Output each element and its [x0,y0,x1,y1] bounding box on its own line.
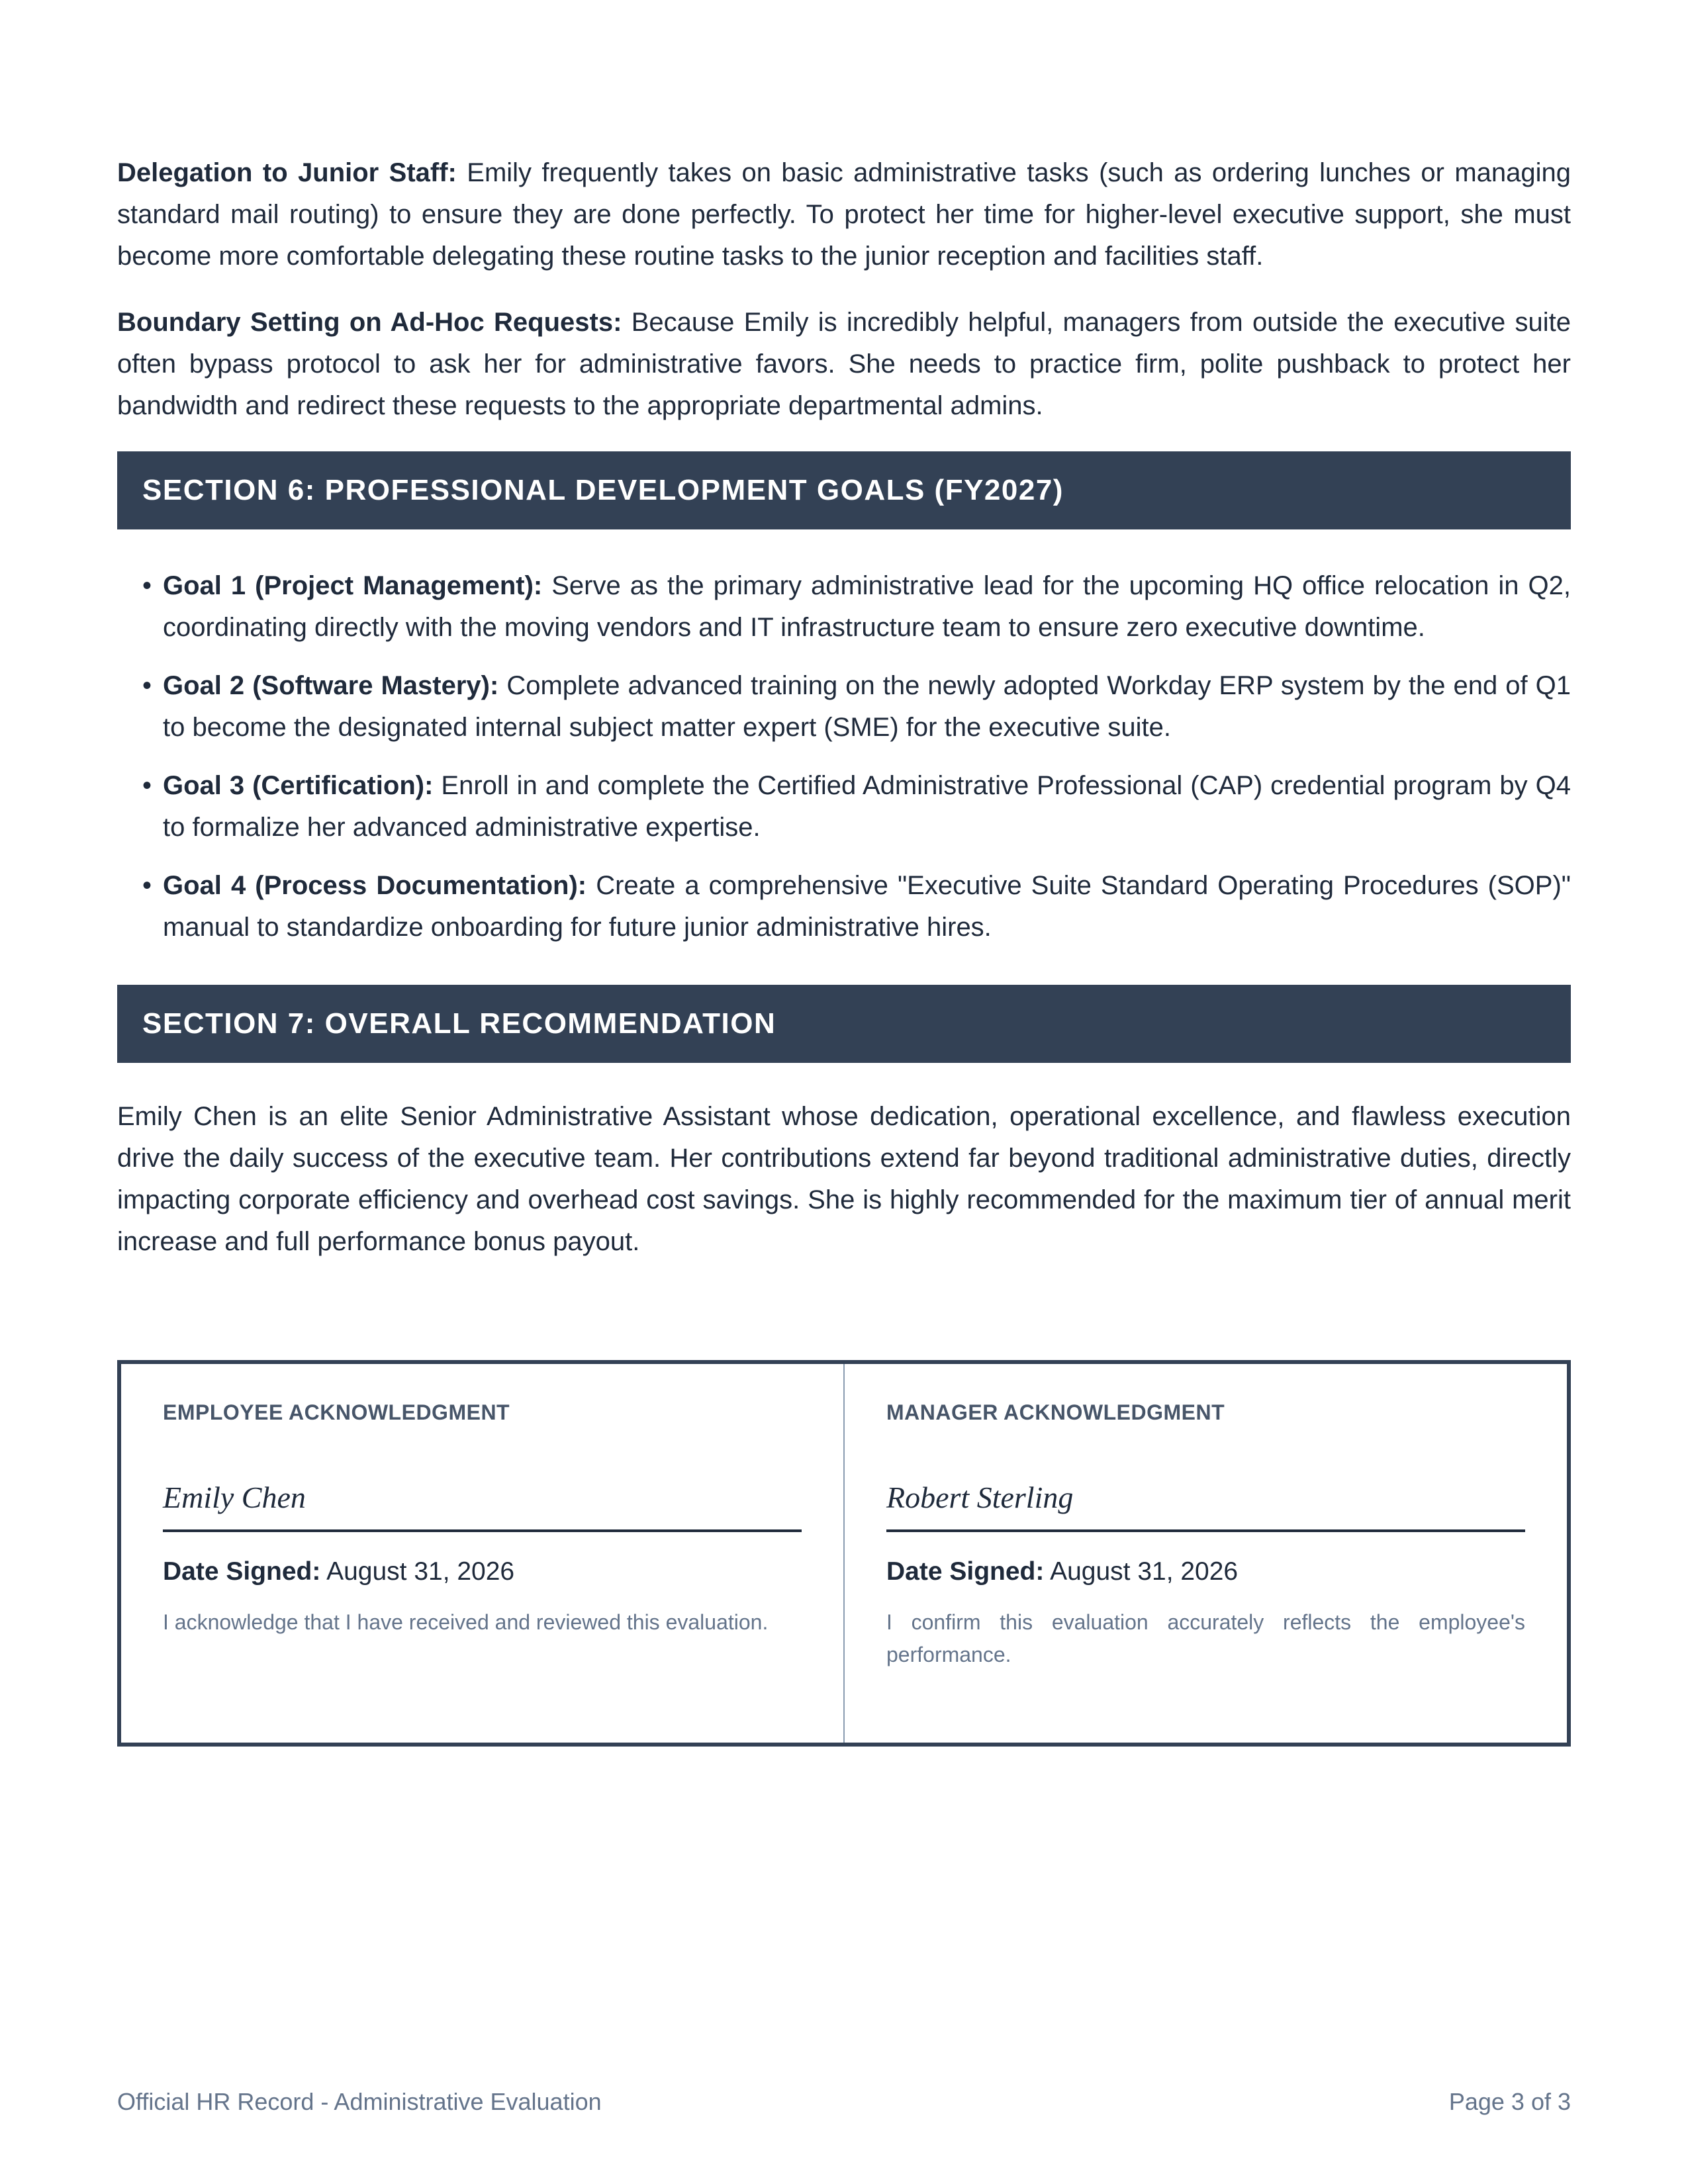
employee-date-label: Date Signed: [163,1557,321,1586]
goal-text: Create a comprehensive "Executive Suite Standard Operating Procedures (SOP)" manual to standardize onboarding for future junior administrative hires. [163,871,1571,942]
bullet-icon: • [142,771,152,800]
goal-label: Goal 3 (Certification): [163,771,434,800]
goal-item [117,865,1571,948]
goal-label: Goal 1 (Project Management): [163,571,543,600]
employee-date-line [163,1557,802,1586]
goals-list [117,565,1571,948]
section-6-header: SECTION 6: PROFESSIONAL DEVELOPMENT GOALS (FY2027) [117,451,1571,529]
recommendation-paragraph: Emily Chen is an elite Senior Administrative Assistant whose dedication, operational excellence, and flawless execution drive the daily success of the executive team. Her contributions extend far beyond traditional administrative duties, directly impacting corporate efficiency and overhead cost savings. She is highly recommended for the maximum tier of annual merit increase and full performance bonus payout. [117,1102,1571,1256]
manager-date-line [886,1557,1525,1586]
document-page [117,152,1571,1287]
manager-ack-note: I confirm this evaluation accurately reflects the employee's performance. [886,1610,1525,1666]
employee-date-value: August 31, 2026 [326,1557,515,1586]
boundary-heading: Boundary Setting on Ad-Hoc Requests: [117,308,622,337]
goal-item [117,665,1571,749]
goal-label: Goal 2 (Software Mastery): [163,671,499,700]
manager-date-label: Date Signed: [886,1557,1045,1586]
manager-ack-heading: MANAGER ACKNOWLEDGMENT [886,1400,1225,1424]
goal-text: Enroll in and complete the Certified Administrative Professional (CAP) credential program by Q4 to formalize her advanced administrative expertise. [163,771,1571,842]
boundary-text: Because Emily is incredibly helpful, managers from outside the executive suite often bypass protocol to ask her for administrative favors. She needs to practice firm, polite pushback to protect her bandwidth and redirect these requests to the appropriate departmental admins. [117,308,1571,420]
manager-acknowledgment [845,1364,1567,1743]
goal-text: Complete advanced training on the newly adopted Workday ERP system by the end of Q1 to become the designated internal subject matter expert (SME) for the executive suite. [163,671,1571,742]
manager-date-value: August 31, 2026 [1050,1557,1239,1586]
goal-item [117,565,1571,649]
page-footer [117,2088,1571,2116]
employee-ack-note: I acknowledge that I have received and reviewed this evaluation. [163,1610,769,1634]
employee-signature: Emily Chen [163,1478,802,1532]
goal-item [117,765,1571,848]
bullet-icon: • [142,871,152,900]
delegation-paragraph [117,152,1571,277]
delegation-text: Emily frequently takes on basic administrative tasks (such as ordering lunches or managing standard mail routing) to ensure they are done perfectly. To protect her time for higher-level executive support, she must become more comfortable delegating these routine tasks to the junior reception and facilities staff. [117,158,1571,271]
goal-label: Goal 4 (Process Documentation): [163,871,587,900]
page-number: Page 3 of 3 [1448,2088,1571,2115]
goal-text: Serve as the primary administrative lead for the upcoming HQ office relocation in Q2, coordinating directly with the moving vendors and IT infrastructure team to ensure zero executive downtime. [163,571,1571,642]
acknowledgment-box [117,1360,1571,1747]
employee-ack-heading: EMPLOYEE ACKNOWLEDGMENT [163,1400,510,1424]
boundary-paragraph [117,302,1571,427]
delegation-heading: Delegation to Junior Staff: [117,158,457,187]
manager-signature: Robert Sterling [886,1478,1525,1532]
section-7-header: SECTION 7: OVERALL RECOMMENDATION [117,985,1571,1063]
employee-acknowledgment [121,1364,845,1743]
bullet-icon: • [142,571,152,600]
bullet-icon: • [142,671,152,700]
footer-record-label: Official HR Record - Administrative Evaluation [117,2088,602,2115]
